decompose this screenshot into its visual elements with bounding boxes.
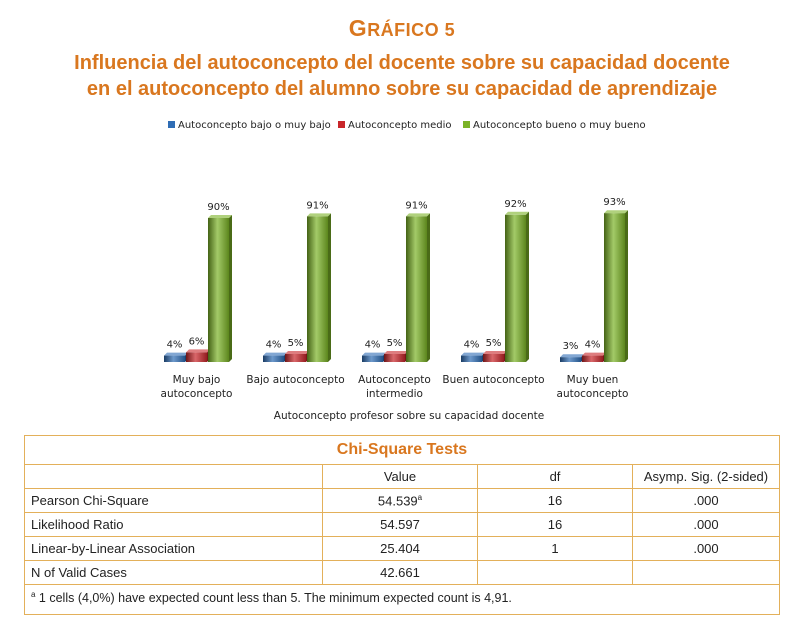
row-value: 42.661 (323, 561, 478, 585)
row-sig (633, 561, 780, 585)
bar (384, 354, 405, 362)
bar-top (384, 351, 408, 354)
row-value: 54.597 (323, 513, 478, 537)
category-label: autoconcepto (556, 388, 629, 400)
header-df: df (478, 465, 633, 489)
data-label: 5% (287, 338, 304, 349)
bar (285, 354, 306, 362)
header-value: Value (323, 465, 478, 489)
bar (505, 215, 526, 362)
table-caption: Chi-Square Tests (25, 436, 779, 465)
category-label: autoconcepto (160, 388, 233, 400)
bar-top (208, 215, 232, 218)
bar-top (164, 353, 188, 356)
data-label: 4% (463, 339, 480, 351)
row-label: Likelihood Ratio (25, 513, 323, 537)
bar-top (560, 354, 584, 357)
data-label: 90% (207, 202, 230, 213)
data-label: 92% (504, 198, 527, 210)
x-axis-title: Autoconcepto profesor sobre su capacidad docente (273, 410, 545, 422)
table-row (25, 561, 779, 585)
row-value: 54.539$^a$ (323, 489, 478, 513)
bar (582, 356, 603, 362)
bar-top (582, 353, 606, 356)
bar (307, 216, 328, 362)
row-sig: .000 (633, 513, 780, 537)
row-sig: .000 (633, 537, 780, 561)
bar-top (362, 353, 386, 356)
row-sig: .000 (633, 489, 780, 513)
bar (186, 352, 207, 362)
data-label: 4% (584, 339, 601, 351)
bar (164, 356, 185, 362)
category-label: Muy buen (566, 374, 619, 386)
bar-top (461, 353, 485, 356)
category-label: Muy bajo (172, 374, 221, 386)
bar-top (186, 349, 210, 352)
row-value: 25.404 (323, 537, 478, 561)
title-line-1: Influencia del autoconcepto del docente sobre su capacidad docente (74, 52, 730, 74)
data-label: 4% (166, 339, 183, 351)
bar-side (328, 213, 331, 362)
legend-swatch (168, 121, 175, 128)
bar-chart (0, 110, 804, 430)
bar (604, 213, 625, 362)
bar-top (263, 353, 287, 356)
header-empty (25, 465, 323, 489)
chi-square-table (24, 435, 780, 615)
data-label: 5% (386, 338, 403, 349)
header-sig: Asymp. Sig. (2-sided) (633, 465, 780, 489)
bar-top (307, 213, 331, 216)
table-row (25, 489, 779, 513)
table-footnote: $^a$ 1 cells (4,0%) have expected count less than 5. The minimum expected count is 4,91. (25, 585, 779, 612)
bar (461, 356, 482, 362)
bar (208, 218, 229, 362)
table-header-row (25, 465, 779, 489)
row-label: N of Valid Cases (25, 561, 323, 585)
data-label: 91% (306, 200, 329, 212)
data-label: 3% (562, 341, 579, 353)
figure-number: GRÁFICO 5 (348, 15, 456, 41)
bar-side (427, 213, 430, 362)
bar (406, 216, 427, 362)
bar-top (483, 351, 507, 354)
bar (362, 356, 383, 362)
bar (560, 357, 581, 362)
data-label: 93% (603, 197, 626, 209)
bar (263, 356, 284, 362)
bar-side (625, 210, 628, 362)
category-label: intermedio (366, 388, 423, 400)
data-label: 91% (405, 200, 428, 212)
data-label: 4% (364, 339, 381, 351)
footnote-row (25, 585, 779, 612)
bar-side (526, 212, 529, 362)
row-df (478, 561, 633, 585)
row-df: 16 (478, 513, 633, 537)
data-label: 5% (485, 338, 502, 349)
table-row (25, 513, 779, 537)
row-label: Linear-by-Linear Association (25, 537, 323, 561)
bar-top (406, 213, 430, 216)
bar-top (604, 210, 628, 213)
category-label: Bajo autoconcepto (246, 374, 345, 386)
title-line-2: en el autoconcepto del alumno sobre su capacidad de aprendizaje (86, 78, 718, 100)
chart-title (0, 14, 804, 102)
row-label: Pearson Chi-Square (25, 489, 323, 513)
bar-top (505, 212, 529, 215)
bar-top (285, 351, 309, 354)
legend-label: Autoconcepto bueno o muy bueno (473, 120, 646, 131)
bar-side (229, 215, 232, 362)
table-row (25, 537, 779, 561)
legend-swatch (338, 121, 345, 128)
bar (483, 354, 504, 362)
row-df: 1 (478, 537, 633, 561)
legend-label: Autoconcepto bajo o muy bajo (178, 120, 331, 131)
legend-label: Autoconcepto medio (348, 120, 452, 131)
row-df: 16 (478, 489, 633, 513)
category-label: Autoconcepto (358, 374, 431, 386)
category-label: Buen autoconcepto (442, 374, 545, 386)
data-label: 4% (265, 339, 282, 351)
data-label: 6% (188, 336, 205, 348)
legend-swatch (463, 121, 470, 128)
